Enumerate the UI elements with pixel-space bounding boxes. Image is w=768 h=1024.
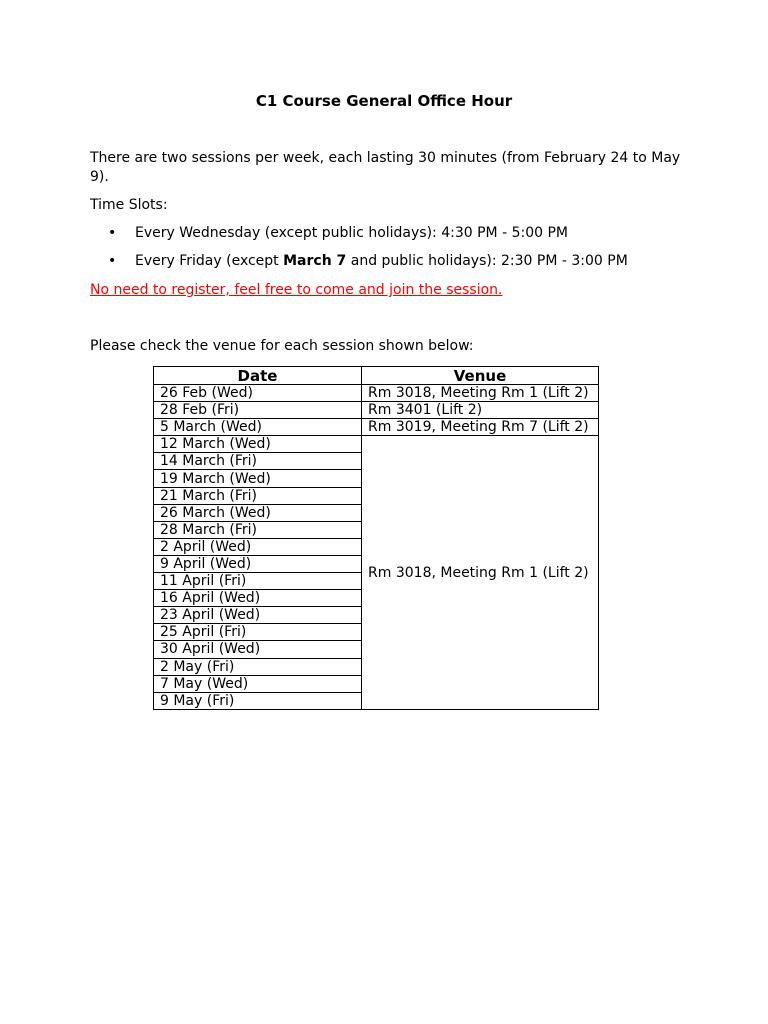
date-cell: 30 April (Wed) (154, 641, 362, 658)
date-cell: 21 March (Fri) (154, 487, 362, 504)
date-cell: 28 March (Fri) (154, 521, 362, 538)
slot-wednesday-text: Every Wednesday (except public holidays): 4:30 PM - 5:00 PM (135, 225, 568, 241)
date-cell: 26 March (Wed) (154, 504, 362, 521)
table-header-row (154, 367, 599, 385)
date-cell: 16 April (Wed) (154, 590, 362, 607)
date-cell: 19 March (Wed) (154, 470, 362, 487)
check-venue-text: Please check the venue for each session shown below: (90, 338, 474, 354)
slot-friday-before: Every Friday (except (135, 253, 284, 269)
slot-friday-text (135, 252, 628, 271)
date-cell: 26 Feb (Wed) (154, 385, 362, 402)
time-slots-label: Time Slots: (90, 197, 168, 213)
date-cell: 2 May (Fri) (154, 658, 362, 675)
venue-cell-merged: Rm 3018, Meeting Rm 1 (Lift 2) (362, 436, 599, 710)
slot-friday-exception: March 7 (283, 253, 347, 269)
bullet-icon: • (108, 253, 117, 269)
table-row (154, 436, 599, 453)
date-cell: 9 April (Wed) (154, 555, 362, 572)
date-cell: 25 April (Fri) (154, 624, 362, 641)
table-row (154, 419, 599, 436)
table-row (154, 402, 599, 419)
date-cell: 14 March (Fri) (154, 453, 362, 470)
venue-cell: Rm 3018, Meeting Rm 1 (Lift 2) (362, 385, 599, 402)
date-cell: 7 May (Wed) (154, 675, 362, 692)
venue-cell: Rm 3019, Meeting Rm 7 (Lift 2) (362, 419, 599, 436)
no-registration-notice: No need to register, feel free to come and join the session. (90, 282, 503, 298)
date-cell: 5 March (Wed) (154, 419, 362, 436)
date-column-header: Date (154, 367, 362, 385)
page-title: C1 Course General Office Hour (255, 92, 513, 110)
venue-cell: Rm 3401 (Lift 2) (362, 402, 599, 419)
bullet-icon: • (108, 225, 117, 241)
slot-friday-after: and public holidays): 2:30 PM - 3:00 PM (346, 253, 628, 269)
venue-column-header: Venue (362, 367, 599, 385)
date-cell: 9 May (Fri) (154, 692, 362, 709)
date-cell: 11 April (Fri) (154, 573, 362, 590)
venue-table (153, 366, 599, 710)
intro-paragraph: There are two sessions per week, each lasting 30 minutes (from February 24 to May 9). (90, 150, 681, 185)
date-cell: 2 April (Wed) (154, 538, 362, 555)
table-row (154, 385, 599, 402)
date-cell: 23 April (Wed) (154, 607, 362, 624)
date-cell: 12 March (Wed) (154, 436, 362, 453)
date-cell: 28 Feb (Fri) (154, 402, 362, 419)
